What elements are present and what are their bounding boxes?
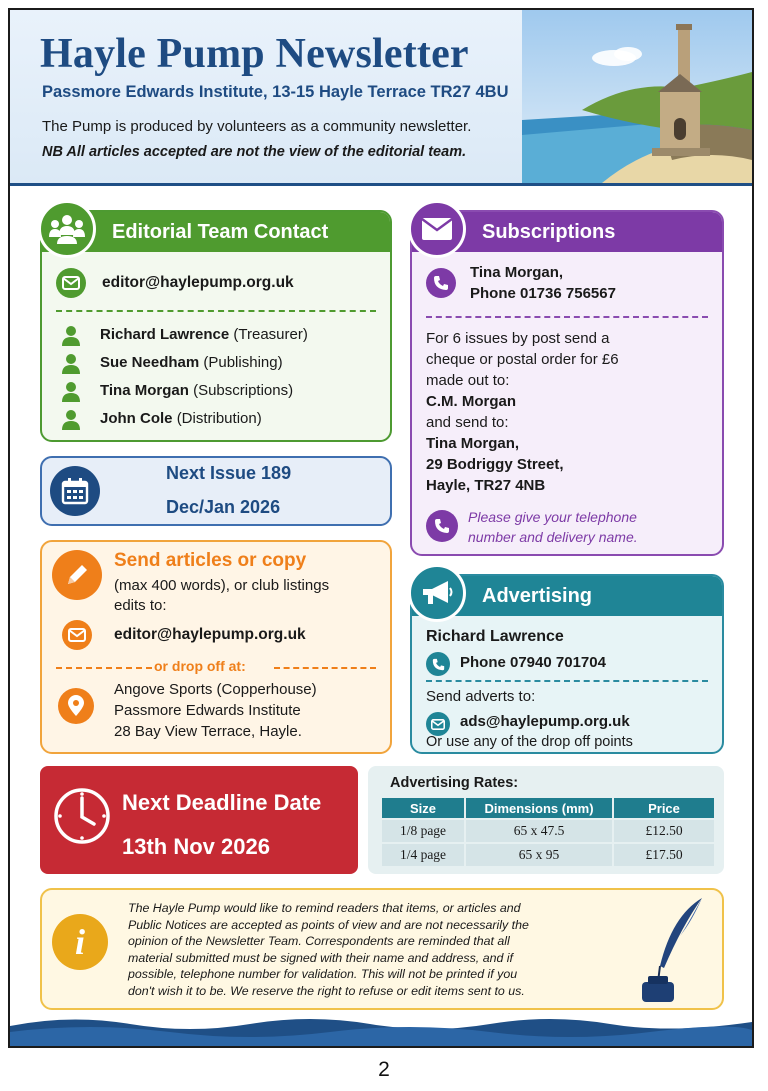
pencil-icon: [52, 550, 102, 600]
send-to-label: and send to:: [426, 414, 509, 431]
newsletter-title: Hayle Pump Newsletter: [40, 31, 469, 77]
reader-notice: [40, 888, 724, 1010]
editor-email[interactable]: editor@haylepump.org.uk: [102, 274, 294, 291]
phone-icon: [426, 652, 450, 676]
next-issue-date: Dec/Jan 2026: [166, 497, 281, 517]
subscription-terms: cheque or postal order for £6: [426, 351, 619, 368]
rates-title: Advertising Rates:: [390, 775, 519, 791]
advertising-phone: Phone 07940 701704: [460, 654, 606, 671]
price-cell: £17.50: [613, 843, 715, 867]
phone-icon: [426, 268, 456, 298]
size-cell: 1/8 page: [381, 819, 465, 843]
notice-line: don't wish it to be. We reserve the right to refuse or edit items sent to us.: [128, 983, 525, 998]
decorative-waves: [10, 1012, 752, 1046]
info-icon: i: [52, 914, 108, 970]
member-role: (Publishing): [203, 354, 283, 371]
subscriptions-phone: Phone 01736 756567: [470, 285, 616, 302]
column-header: Dimensions (mm): [465, 797, 613, 819]
email-icon: [56, 268, 86, 298]
member-role: (Treasurer): [233, 326, 308, 343]
notice-line: Public Notices are accepted as points of view and are not necessarily the: [128, 917, 529, 932]
price-cell: £12.50: [613, 819, 715, 843]
rates-header-row: [381, 797, 715, 819]
notice-line: possible, telephone number for validation. This will not be printed if you: [128, 967, 518, 981]
member-name: Richard Lawrence: [100, 326, 230, 343]
phone-request-note: Please give your telephone: [468, 509, 637, 525]
email-icon: [62, 620, 92, 650]
send-adverts-label: Send adverts to:: [426, 688, 536, 705]
page-number: 2: [378, 1058, 390, 1081]
notice-line: opinion of the Newsletter Team. Correspondents are reminded that all: [128, 934, 510, 948]
send-articles-note: (max 400 words), or club listings: [114, 577, 330, 594]
subscriptions-card: [410, 210, 724, 556]
subscription-terms: made out to:: [426, 372, 510, 389]
newsletter-address: Passmore Edwards Institute, 13-15 Hayle Terrace TR27 4BU: [42, 83, 509, 101]
deadline-date: 13th Nov 2026: [122, 834, 270, 859]
phone-icon: [426, 510, 458, 542]
subscriptions-heading: Subscriptions: [412, 212, 722, 252]
newsletter-intro: The Pump is produced by volunteers as a community newsletter.: [42, 118, 472, 135]
coastal-engine-house-illustration: [522, 10, 752, 183]
person-icon: [62, 382, 80, 402]
phone-request-note: number and delivery name.: [468, 529, 638, 545]
email-icon: [426, 712, 450, 736]
deadline-banner: [40, 766, 358, 874]
table-row: [381, 843, 715, 867]
divider: [56, 310, 376, 312]
divider: [426, 680, 708, 682]
drop-off-points-note: Or use any of the drop off points: [426, 734, 633, 750]
send-articles-note: edits to:: [114, 597, 167, 614]
column-header: Price: [613, 797, 715, 819]
advertising-rates: [368, 766, 724, 874]
member-role: (Distribution): [176, 410, 262, 427]
postal-address-line: Tina Morgan,: [426, 435, 520, 452]
notice-line: The Hayle Pump would like to remind readers that items, or articles and: [128, 901, 521, 915]
megaphone-icon: [408, 564, 466, 622]
dimensions-cell: 65 x 47.5: [465, 819, 613, 843]
drop-off-label: or drop off at:: [154, 658, 246, 674]
newsletter-page: [8, 8, 754, 1048]
member-role: (Subscriptions): [193, 382, 294, 399]
divider: [274, 667, 376, 669]
cheque-payee: C.M. Morgan: [426, 393, 516, 410]
notice-text: [128, 900, 618, 999]
quill-and-ink-icon: [632, 896, 712, 1006]
next-issue-number: Next Issue 189: [166, 463, 292, 483]
editorial-team-card: [40, 210, 392, 442]
articles-email[interactable]: editor@haylepump.org.uk: [114, 626, 306, 643]
size-cell: 1/4 page: [381, 843, 465, 867]
deadline-label: Next Deadline Date: [122, 790, 322, 815]
member-name: Tina Morgan: [100, 382, 189, 399]
column-header: Size: [381, 797, 465, 819]
table-row: [381, 819, 715, 843]
advertising-card: [410, 574, 724, 754]
team-icon: [38, 200, 96, 258]
next-issue-card: [40, 456, 392, 526]
subscription-terms: For 6 issues by post send a: [426, 330, 610, 347]
send-articles-card: [40, 540, 392, 754]
dimensions-cell: 65 x 95: [465, 843, 613, 867]
subscriptions-contact-name: Tina Morgan,: [470, 264, 564, 281]
member-name: Sue Needham: [100, 354, 200, 371]
ads-email[interactable]: ads@haylepump.org.uk: [460, 713, 630, 730]
person-icon: [62, 354, 80, 374]
person-icon: [62, 410, 80, 430]
member-name: John Cole: [100, 410, 173, 427]
person-icon: [62, 326, 80, 346]
advertising-heading: Advertising: [412, 576, 722, 616]
notice-line: material submitted must be signed with their name and address, and if: [128, 950, 513, 965]
drop-off-location: Angove Sports (Copperhouse): [114, 681, 317, 698]
drop-off-location: Passmore Edwards Institute: [114, 702, 301, 719]
clock-icon: [52, 786, 112, 846]
rates-table: [380, 796, 716, 868]
postal-address-line: 29 Bodriggy Street,: [426, 456, 564, 473]
divider: [56, 667, 152, 669]
location-pin-icon: [58, 688, 94, 724]
postal-address-line: Hayle, TR27 4NB: [426, 477, 546, 494]
divider: [426, 316, 708, 318]
envelope-icon: [408, 200, 466, 258]
calendar-icon: [50, 466, 100, 516]
newsletter-header: [10, 10, 752, 186]
editorial-disclaimer: NB All articles accepted are not the view of the editorial team.: [42, 144, 467, 160]
drop-off-location: 28 Bay View Terrace, Hayle.: [114, 723, 302, 740]
advertising-contact-name: Richard Lawrence: [426, 628, 564, 645]
editorial-heading: Editorial Team Contact: [42, 212, 390, 252]
send-articles-heading: Send articles or copy: [114, 550, 307, 571]
